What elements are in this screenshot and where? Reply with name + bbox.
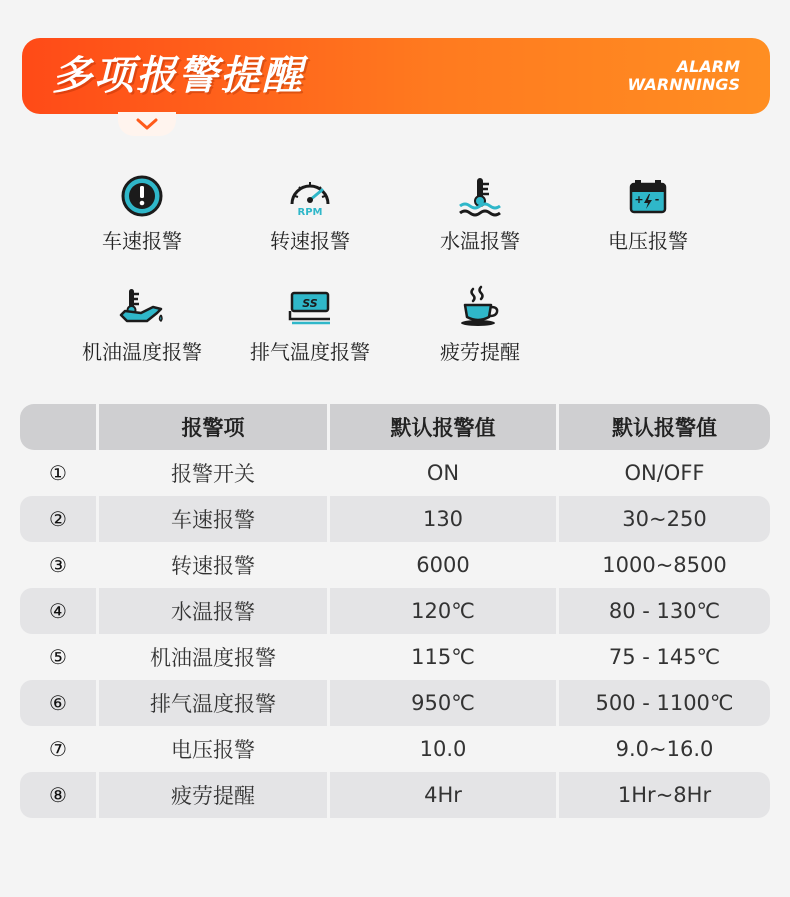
header-banner [22, 38, 770, 114]
header-cell [20, 404, 96, 450]
row-default: 4Hr [330, 772, 556, 818]
row-item: 排气温度报警 [99, 680, 327, 726]
row-default: ON [426, 461, 460, 485]
row-number: ② [20, 496, 96, 542]
row-range: ON/OFF [624, 461, 705, 485]
row-default: 115℃ [411, 645, 475, 669]
row-item: 转速报警 [171, 554, 255, 578]
svg-text:+: + [634, 193, 644, 206]
header-cell: 报警项 [99, 404, 327, 450]
row-item: 水温报警 [99, 588, 327, 634]
rpm-text: RPM [297, 207, 323, 218]
water-temperature-icon [456, 174, 504, 218]
row-number: ⑧ [20, 772, 96, 818]
table-row [20, 772, 770, 818]
table-row [20, 496, 770, 542]
row-range: 9.0~16.0 [615, 737, 714, 761]
coffee-cup-icon [457, 285, 503, 329]
alarm-settings-table [20, 404, 770, 818]
row-range: 500 - 1100℃ [559, 680, 770, 726]
exhaust-temperature-icon [286, 287, 334, 327]
feature-voltage-alarm [568, 172, 728, 254]
table-row [20, 680, 770, 726]
chevron-down-icon [136, 118, 158, 130]
feature-exhaust-temp-alarm [230, 283, 390, 365]
row-number: ⑤ [49, 645, 67, 669]
header-cell: 默认报警值 [330, 404, 556, 450]
rpm-gauge-icon [285, 174, 335, 218]
row-range: 1000~8500 [602, 553, 727, 577]
row-item: 车速报警 [99, 496, 327, 542]
subtitle-line-1: ALARM [676, 57, 740, 76]
page-title: 多项报警提醒 [52, 53, 304, 99]
row-range: 30~250 [559, 496, 770, 542]
feature-label: 电压报警 [608, 229, 688, 253]
table-row [20, 588, 770, 634]
header-cell: 默认报警值 [559, 404, 770, 450]
row-number: ⑥ [20, 680, 96, 726]
row-number: ⑦ [49, 737, 67, 761]
row-default: 10.0 [419, 737, 467, 761]
table-row [20, 450, 770, 496]
feature-label: 转速报警 [270, 229, 350, 253]
row-default: 6000 [416, 553, 470, 577]
feature-label: 水温报警 [440, 229, 520, 253]
feature-water-temp-alarm [400, 172, 560, 254]
table-row [20, 634, 770, 680]
row-number: ④ [20, 588, 96, 634]
table-header-row [20, 404, 770, 450]
row-number: ③ [49, 553, 67, 577]
row-number: ① [49, 461, 67, 485]
exhaust-text: SS [302, 297, 318, 310]
svg-text:-: - [654, 193, 660, 206]
row-item: 电压报警 [171, 738, 255, 762]
feature-label: 疲劳提醒 [440, 340, 520, 364]
subtitle-line-2: WARNNINGS [627, 75, 740, 94]
feature-oil-temp-alarm [62, 283, 222, 365]
feature-rpm-alarm [230, 172, 390, 254]
feature-label: 机油温度报警 [82, 340, 202, 364]
feature-speed-alarm [62, 172, 222, 254]
row-range: 80 - 130℃ [559, 588, 770, 634]
row-range: 75 - 145℃ [608, 645, 721, 669]
battery-icon [628, 176, 668, 216]
page-subtitle [627, 58, 740, 94]
row-item: 疲劳提醒 [99, 772, 327, 818]
row-range: 1Hr~8Hr [559, 772, 770, 818]
row-default: 130 [330, 496, 556, 542]
feature-label: 排气温度报警 [250, 340, 370, 364]
exclamation-circle-icon [120, 174, 164, 218]
table-row [20, 542, 770, 588]
row-default: 120℃ [330, 588, 556, 634]
feature-fatigue-reminder [400, 283, 560, 365]
row-default: 950℃ [330, 680, 556, 726]
table-row [20, 726, 770, 772]
feature-label: 车速报警 [102, 229, 182, 253]
banner-notch [118, 112, 176, 136]
row-item: 报警开关 [171, 462, 255, 486]
row-item: 机油温度报警 [150, 646, 276, 670]
oil-temperature-icon [117, 285, 167, 329]
